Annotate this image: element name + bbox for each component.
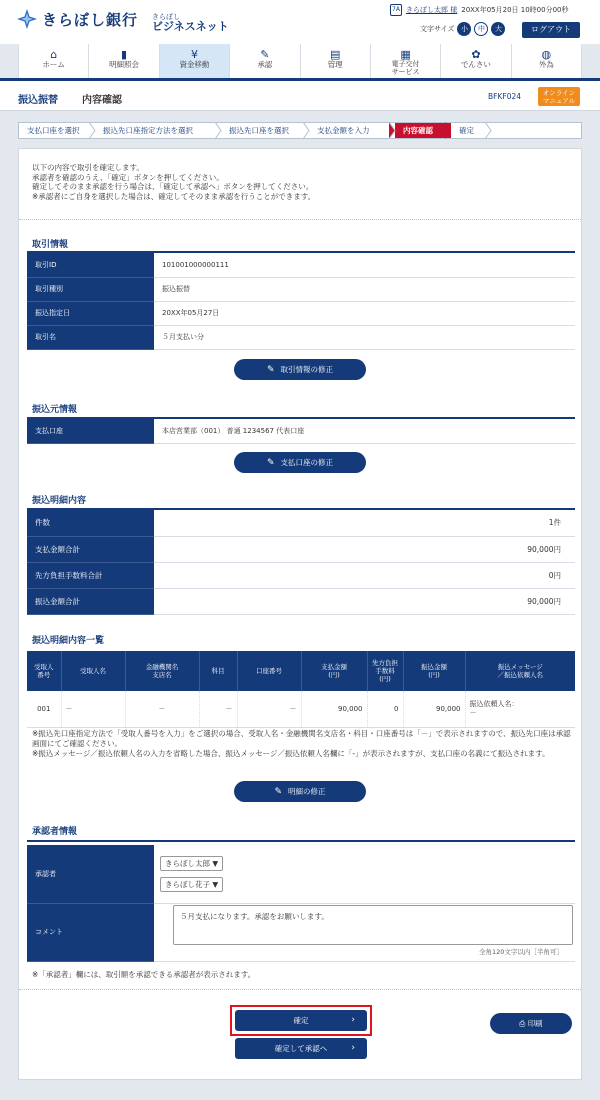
bank-name: きらぼし銀行	[42, 10, 139, 29]
transfer-amount: 90,000	[403, 691, 465, 727]
approver-select-1[interactable]	[160, 856, 223, 871]
step-arrow-icon	[445, 122, 457, 139]
button-label: 支払口座の修正	[280, 458, 334, 467]
details-table	[27, 651, 575, 728]
step-arrow-icon	[389, 122, 401, 139]
source-info-title: 振込元情報	[32, 405, 78, 415]
header	[0, 0, 600, 44]
main-panel	[18, 148, 582, 1080]
chevron-down-icon: ▼	[212, 858, 219, 868]
nav-label: ホーム	[42, 60, 65, 69]
login-datetime: 20XX年05月20日 10時00分00秒	[461, 6, 569, 14]
nav-home[interactable]	[18, 44, 88, 78]
approval-icon: ✎	[260, 48, 270, 61]
row-label: 先方負担手数料合計	[27, 562, 154, 588]
online-manual-button[interactable]: オンライン マニュアル	[538, 87, 580, 106]
approver-info-title: 承認者情報	[32, 827, 78, 837]
table-row	[27, 301, 575, 325]
button-label: 確定して承認へ	[274, 1044, 328, 1053]
chevron-right-icon: ›	[351, 1015, 355, 1025]
transfer-message: 振込依頼人名： －	[465, 691, 575, 727]
nav-approval[interactable]	[229, 44, 299, 78]
service-small: きらぼし	[152, 13, 180, 21]
step-select-payment-account	[19, 123, 95, 138]
step-label: 振込先口座を選択	[229, 126, 289, 135]
divider	[19, 989, 581, 990]
column-header: 受取人名	[61, 651, 125, 691]
nav-label: 明細照会	[109, 60, 140, 69]
column-header: 支払金額 (円)	[301, 651, 367, 691]
page-title: 振込振替	[18, 95, 58, 106]
note-line: ※振込先口座指定方法で「受取人番号を入力」をご選択の場合、受取人名・金融機関名支店名・科目・口座番号は「－」で表示されますので、振込先口座は承認画面にてご確認ください。	[32, 729, 571, 748]
comment-textarea[interactable]: ５月支払になります。承認をお願いします。	[173, 905, 573, 945]
comment-label: コメント	[27, 903, 154, 961]
font-size-label: 文字サイズ	[420, 25, 455, 33]
title-bar	[0, 81, 600, 111]
source-info-table	[27, 419, 575, 444]
comment-hint: 全角120文字以内［半角可］	[479, 948, 563, 956]
nav-statement[interactable]	[88, 44, 158, 78]
nav-fund-transfer[interactable]	[159, 44, 229, 78]
transaction-info-title: 取引情報	[32, 240, 69, 250]
nav-label: でんさい	[460, 60, 491, 69]
column-header: 受取人 番号	[27, 651, 61, 691]
pencil-icon: ✎	[274, 787, 283, 797]
row-value: 本店営業部（001） 普通 1234567 代表口座	[154, 419, 575, 443]
button-label: 明細の修正	[288, 787, 326, 796]
table-row	[27, 253, 575, 277]
details-notes	[32, 729, 572, 759]
row-value: ５月支払い分	[154, 325, 575, 349]
step-label: 支払口座を選択	[27, 126, 80, 135]
user-info	[390, 4, 569, 16]
nav-label: 電子交付 サービス	[391, 60, 420, 76]
fee: 0	[367, 691, 403, 727]
pencil-icon: ✎	[266, 458, 275, 468]
bank-logo[interactable]	[16, 8, 138, 30]
column-header: 振込金額 (円)	[403, 651, 465, 691]
recipient-name: －	[61, 691, 125, 727]
step-arrow-icon	[303, 122, 315, 139]
user-badge-icon: 7A	[390, 4, 402, 16]
font-size-control	[420, 22, 505, 36]
approver-note: ※「承認者」欄には、取引額を承認できる承認者が表示されます。	[32, 970, 256, 979]
step-arrow-icon	[485, 122, 497, 139]
recipient-number: 001	[27, 691, 61, 727]
column-header: 金融機関名 支店名	[125, 651, 199, 691]
font-medium-button[interactable]: 中	[474, 22, 488, 36]
button-label: 印刷	[527, 1019, 543, 1028]
foreign-exchange-icon: ◍	[541, 48, 552, 61]
section-line	[27, 840, 575, 842]
row-value: 1件	[154, 510, 575, 536]
row-label: 支払口座	[27, 419, 154, 443]
table-row	[27, 588, 575, 614]
summary-title: 振込明細内容	[32, 496, 87, 506]
step-finalize	[451, 123, 491, 138]
e-delivery-icon: ▦	[400, 48, 411, 61]
nav-label: 承認	[257, 60, 273, 69]
row-label: 取引名	[27, 325, 154, 349]
step-input-amount	[309, 123, 395, 138]
service-title: ビジネスネット	[152, 20, 229, 33]
printer-icon: ⎙	[519, 1019, 526, 1028]
approver-selects	[154, 845, 575, 903]
table-row	[27, 562, 575, 588]
transaction-info-table	[27, 253, 575, 350]
approver-select-2[interactable]	[160, 877, 223, 892]
step-arrow-icon	[89, 122, 101, 139]
intro-line: ※承認者にご自身を選択した場合は、確定してそのまま承認を行うことができます。	[32, 191, 316, 201]
table-row	[27, 536, 575, 562]
step-confirm-content	[395, 123, 451, 138]
bank-branch: －	[125, 691, 199, 727]
page-subtitle: 内容確認	[82, 95, 122, 106]
user-name-link[interactable]: きらぼし太郎 様	[406, 6, 458, 14]
densai-icon: ✿	[471, 48, 481, 61]
step-select-destination	[221, 123, 309, 138]
nav-e-delivery[interactable]	[370, 44, 440, 78]
table-header-row	[27, 651, 575, 691]
nav-label: 外為	[538, 60, 554, 69]
document-icon: ▮	[121, 48, 128, 61]
table-row	[27, 277, 575, 301]
nav-label: 管理	[327, 60, 343, 69]
row-value: 90,000円	[154, 588, 575, 614]
nav-densai[interactable]	[440, 44, 510, 78]
divider	[19, 219, 581, 220]
font-small-button[interactable]: 小	[457, 22, 471, 36]
font-large-button[interactable]: 大	[491, 22, 505, 36]
confirm-and-approve-button[interactable]	[235, 1038, 367, 1059]
step-arrow-icon	[215, 122, 227, 139]
intro-text	[32, 163, 315, 201]
row-value: 20XX年05月27日	[154, 301, 575, 325]
intro-line: 承認者を確認のうえ、「確定」ボタンを押してください。	[32, 172, 224, 182]
pencil-icon: ✎	[266, 365, 275, 375]
star-logo-icon	[16, 8, 38, 30]
select-value: きらぼし花子	[165, 879, 210, 889]
table-row	[27, 419, 575, 443]
approver-label: 承認者	[27, 845, 154, 903]
screen-code: BFKF024	[488, 92, 522, 101]
chevron-down-icon: ▼	[212, 879, 219, 889]
table-row	[27, 691, 575, 727]
edit-transaction-button[interactable]	[234, 359, 366, 380]
row-label: 振込金額合計	[27, 588, 154, 614]
table-row	[27, 510, 575, 536]
row-label: 取引種別	[27, 277, 154, 301]
edit-payment-account-button[interactable]	[234, 452, 366, 473]
details-title: 振込明細内容一覧	[32, 636, 105, 646]
column-header: 先方負担 手数料 (円)	[367, 651, 403, 691]
global-nav	[18, 44, 582, 78]
account-type: －	[199, 691, 237, 727]
print-button[interactable]	[490, 1013, 572, 1034]
chevron-right-icon: ›	[351, 1043, 355, 1053]
row-value: 0円	[154, 562, 575, 588]
step-select-method	[95, 123, 221, 138]
table-row	[27, 325, 575, 349]
progress-steps	[18, 122, 582, 139]
note-line: ※振込メッセージ／振込依頼人名の入力を省略した場合、振込メッセージ／振込依頼人名欄に「-」が表示されますが、支払口座の名義にて振込されます。	[32, 749, 550, 758]
account-number: －	[237, 691, 301, 727]
row-label: 支払金額合計	[27, 536, 154, 562]
step-label: 支払金額を入力	[317, 126, 370, 135]
row-value: 101001000000111	[154, 253, 575, 277]
intro-line: 確定してそのまま承認を行う場合は、「確定して承認へ」ボタンを押してください。	[32, 182, 314, 191]
yen-circle-icon: ¥	[190, 48, 198, 61]
select-value: きらぼし太郎	[165, 858, 210, 868]
edit-details-button[interactable]	[234, 781, 366, 802]
column-header: 振込メッセージ ／振込依頼人名	[465, 651, 575, 691]
nav-foreign-exchange[interactable]	[511, 44, 582, 78]
step-label: 内容確認	[403, 126, 433, 135]
nav-management[interactable]	[300, 44, 370, 78]
row-value: 振込振替	[154, 277, 575, 301]
row-value: 90,000円	[154, 536, 575, 562]
column-header: 科目	[199, 651, 237, 691]
service-name	[152, 12, 229, 32]
management-icon: ▤	[329, 48, 341, 61]
confirm-button[interactable]	[235, 1010, 367, 1031]
payment-amount: 90,000	[301, 691, 367, 727]
summary-table	[27, 510, 575, 615]
button-label: 確定	[293, 1016, 309, 1025]
button-label: 取引情報の修正	[280, 365, 334, 374]
home-icon: ⌂	[50, 48, 58, 61]
nav-label: 資金移動	[179, 60, 210, 69]
column-header: 口座番号	[237, 651, 301, 691]
row-label: 取引ID	[27, 253, 154, 277]
logout-button[interactable]: ログアウト	[522, 22, 580, 38]
intro-line: 以下の内容で取引を確定します。	[32, 163, 144, 172]
row-label: 件数	[27, 510, 154, 536]
row-label: 振込指定日	[27, 301, 154, 325]
table-row	[27, 845, 575, 903]
step-label: 確定	[459, 126, 474, 135]
step-label: 振込先口座指定方法を選択	[103, 126, 193, 135]
